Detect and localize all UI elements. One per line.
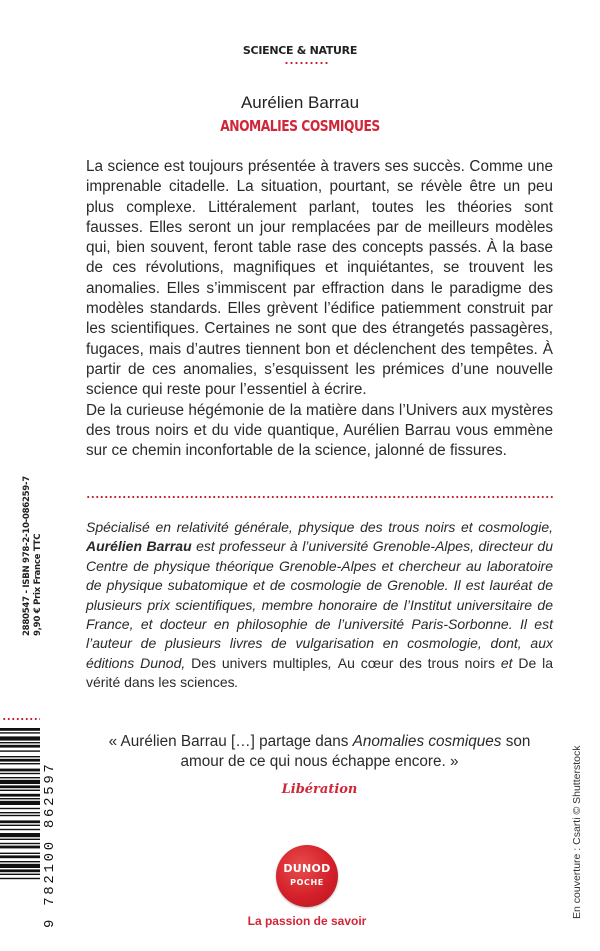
bio-text-2: est professeur à l’université Grenoble-Alpes, directeur du Centre de physique théorique Grenoble-Alpes et chercheur au laboratoire de physique subatomique et de cosmologie de Grenoble. Il est lauréat de plusieurs prix scientifiques, membre honoraire de l’Institut universitaire de France, et docteur en philosophie de l’université Paris-Sorbonne. Il est l’auteur de plusieurs livres de vulgarisation en cosmologie, dont, aux éditions Dunod, [86,538,553,671]
quote-book-title: Anomalies cosmiques [352,733,502,750]
barcode-bar [0,839,40,840]
barcode-bar [0,773,40,774]
publisher-tagline: La passion de savoir [247,914,367,928]
barcode-bar [0,794,40,797]
barcode-bar [0,798,40,799]
barcode-bar [0,846,40,849]
barcode-bar [0,878,40,879]
barcode-bar [0,864,40,868]
dunod-poche-logo [276,845,338,907]
barcode-bar [0,763,40,764]
barcode-bar [0,736,40,740]
isbn-block [22,476,52,636]
dotted-divider [86,496,553,498]
synopsis-paragraph-2: De la curieuse hégémonie de la matière dans l’Univers aux mystères des trous noirs et du vide quantique, Aurélien Barrau vous emmène sur ce chemin inconfortable de la science, jalonné de fissures. [86,401,553,460]
series-label: SCIENCE & NATURE [242,44,358,57]
synopsis [86,157,553,461]
barcode-bar [0,759,40,762]
bio-text-1: Spécialisé en relativité générale, physique des trous noirs et cosmologie, [86,519,553,535]
barcode-bar [0,769,40,772]
barcode-bar [0,777,40,778]
barcode-bar [0,874,40,875]
barcode-bar [0,728,40,731]
barcode-bar [0,853,40,854]
cover-credit: En couverture : Csarti © Shutterstock [571,745,583,919]
barcode-bar [0,812,40,813]
barcode-bar [0,780,40,784]
isbn-line: 2880547 - ISBN 978-2-10-086259-7 [22,476,32,636]
barcode-bar [0,820,40,823]
press-quote [86,732,553,773]
bio-book-1: Des univers multiples [191,654,329,671]
bio-book-2: Au cœur des trous noirs [337,654,495,671]
barcode-bar [0,869,40,872]
series-dots [284,62,330,64]
bio-sep-1: , [328,654,338,671]
barcode-bar [0,833,40,837]
quote-open: « Aurélien Barrau […] partage dans [108,733,353,750]
barcode-bar [0,742,40,743]
barcode-bar [0,825,40,826]
barcode-dots [2,718,40,720]
barcode-bar [0,732,40,733]
barcode-bar [0,785,40,788]
logo-collection: POCHE [290,878,324,887]
barcode-bar [0,815,40,816]
synopsis-paragraph-1: La science est toujours présentée à travers ses succès. Comme une imprenable citadelle. La situation, pourtant, se révèle être un peu plus complexe. Littéralement parlant, toutes les théories sont fausses. Elles seront un jour remplacées par de meilleurs modèles qui, bien souvent, feront table rase des concepts passés. À la base de ces révolutions, magnifiques et inquiétantes, se trouvent les anomalies. Elles s’immiscent par effraction dans le paradigme des modèles standards. Elles grèvent l’édifice patiemment construit par les scientifiques. Certaines ne sont que des étrangetés passagères, fugaces, mais d’autres tiennent bon et déclenchent des tempêtes. À partir de ces anomalies, s’esquissent les prémices d’une nouvelle science qui reste pour l’essentiel à écrire. [86,158,553,399]
quote-source: Libération [281,782,358,797]
author-bio [86,518,553,693]
barcode-digits: 9 782100 862597 [42,761,58,928]
bio-book-3: De la vérité dans les sciences [86,654,553,691]
bio-sep-2: et [494,654,519,671]
bio-author-name: Aurélien Barrau [86,538,192,555]
barcode-bar [0,808,40,809]
price-line: 9,90 € Prix France TTC [33,533,43,636]
logo-publisher: DUNOD [283,862,331,875]
barcode-bar [0,829,40,830]
quote-close: son amour de ce qui nous échappe encore. » [180,733,531,771]
barcode-bar [0,855,40,858]
bio-end: . [234,674,239,691]
barcode-bar [0,756,40,757]
barcode-bar [0,801,40,805]
barcode-bar [0,861,40,862]
barcode-bar [0,750,40,751]
barcode [0,728,40,924]
barcode-bar [0,745,40,748]
book-title: ANOMALIES COSMIQUES [220,117,380,135]
author-name: Aurélien Barrau [240,93,360,112]
barcode-bar [0,790,40,791]
barcode-bar [0,843,40,844]
